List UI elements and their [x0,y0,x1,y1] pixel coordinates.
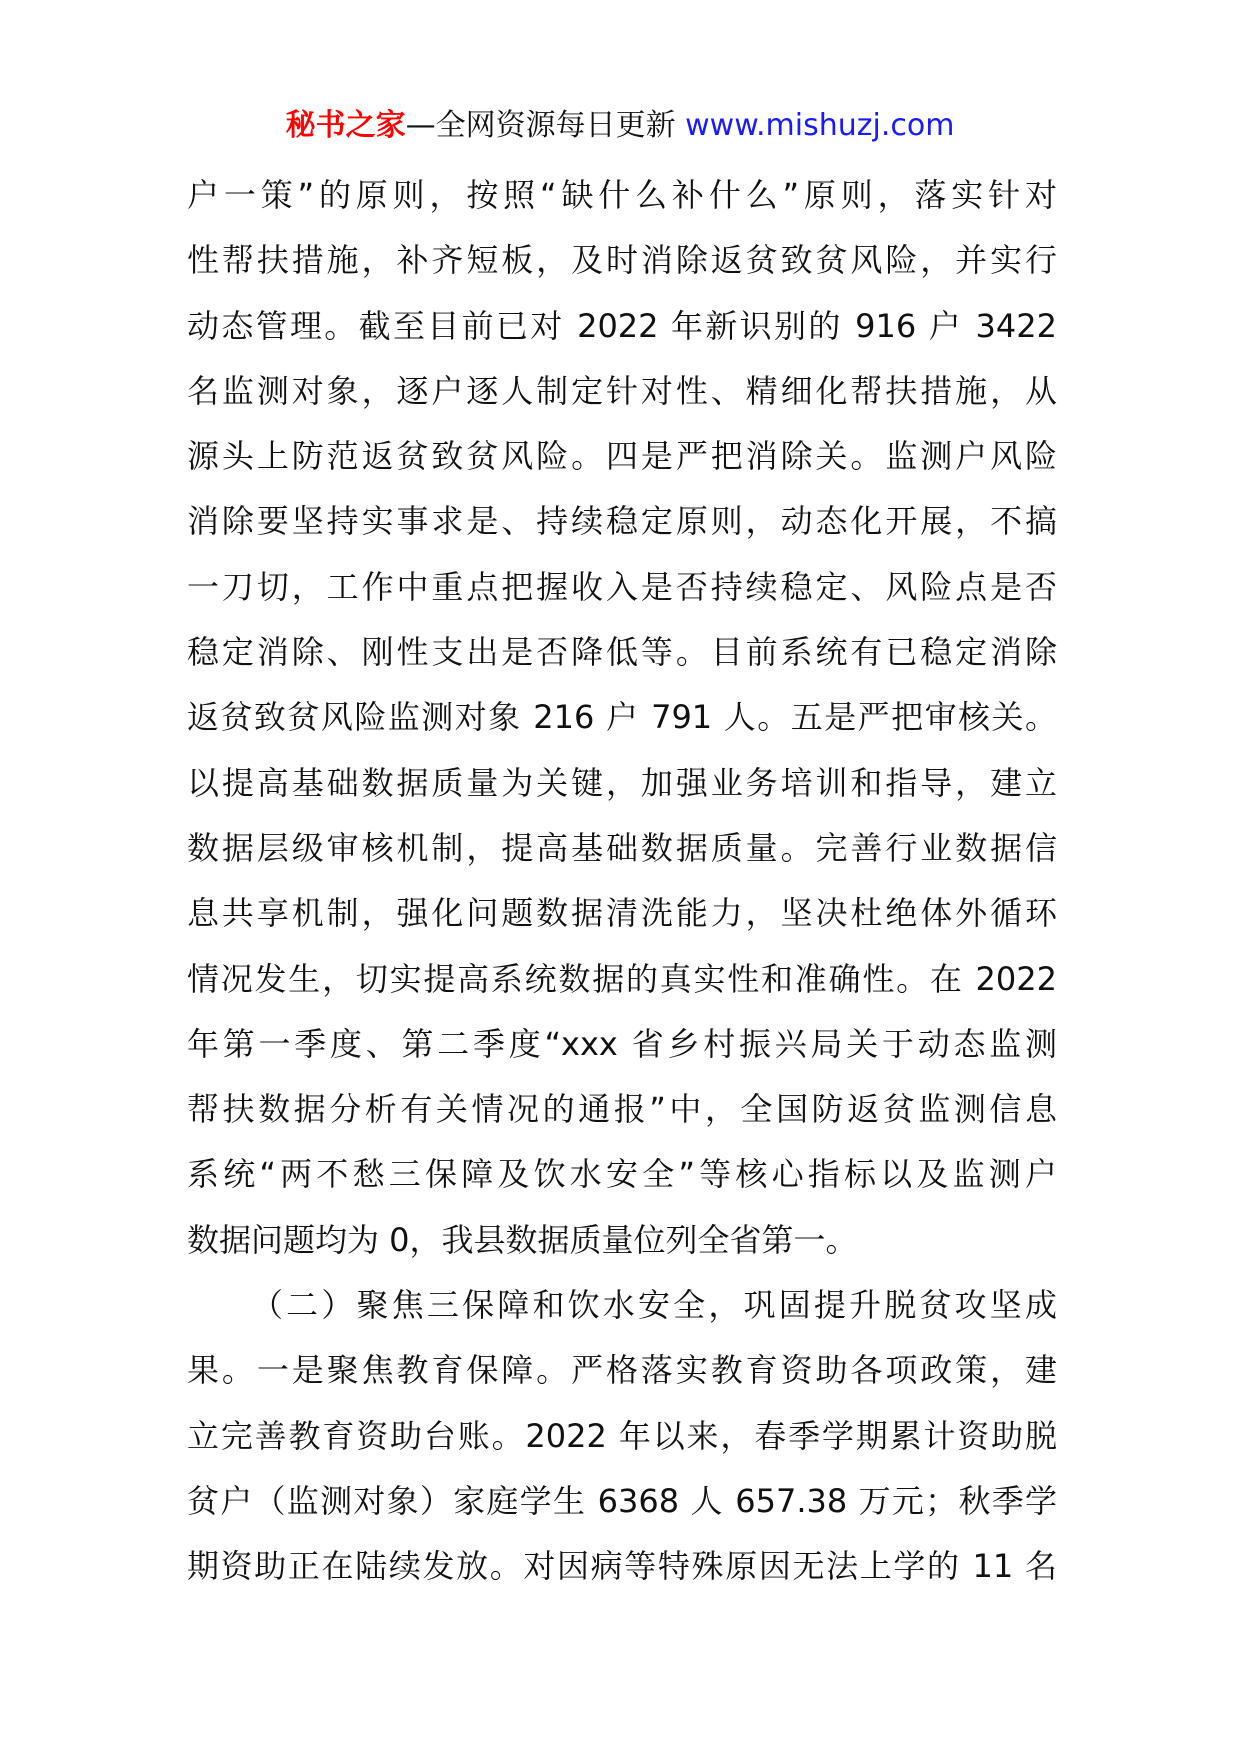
brand-name: 秘书之家 [285,108,406,143]
text-line: 返贫致贫风险监测对象 216 户 791 人。五是严把审核关。 [187,698,1057,737]
text-line: 性帮扶措施，补齐短板，及时消除返贫致贫风险，并实行 [187,241,1057,280]
paragraph-end-line: 数据问题均为 0，我县数据质量位列全省第一。 [187,1220,858,1259]
text-line: 息共享机制，强化问题数据清洗能力，坚决杜绝体外循环 [187,894,1057,933]
text-line: 年第一季度、第二季度“xxx 省乡村振兴局关于动态监测 [187,1024,1057,1063]
brand-slogan: —全网资源每日更新 [405,108,676,143]
text-line: 消除要坚持实事求是、持续稳定原则，动态化开展，不搞 [187,502,1057,541]
text-line: 贫户（监测对象）家庭学生 6368 人 657.38 万元；秋季学 [187,1481,1057,1520]
text-line: 以提高基础数据质量为关键，加强业务培训和指导，建立 [187,763,1057,802]
text-line: 名监测对象，逐户逐人制定针对性、精细化帮扶措施，从 [187,371,1057,410]
site-url[interactable]: www.mishuzj.com [685,108,955,143]
text-line: 源头上防范返贫致贫风险。四是严把消除关。监测户风险 [187,437,1057,476]
text-line: 帮扶数据分析有关情况的通报”中，全国防返贫监测信息 [187,1090,1057,1129]
document-body [187,163,1057,1600]
text-line: 系统“两不愁三保障及饮水安全”等核心指标以及监测户 [187,1155,1057,1194]
text-line: 稳定消除、刚性支出是否降低等。目前系统有已稳定消除 [187,633,1057,672]
text-line: 果。一是聚焦教育保障。严格落实教育资助各项政策，建 [187,1351,1057,1390]
text-line: 一刀切，工作中重点把握收入是否持续稳定、风险点是否 [187,567,1057,606]
text-line: 动态管理。截至目前已对 2022 年新识别的 916 户 3422 [187,306,1057,345]
section-heading-line: （二）聚焦三保障和饮水安全，巩固提升脱贫攻坚成 [251,1286,1057,1325]
text-line: 情况发生，切实提高系统数据的真实性和准确性。在 2022 [187,959,1057,998]
text-line: 户一策”的原则，按照“缺什么补什么”原则，落实针对 [187,176,1057,214]
text-line: 数据层级审核机制，提高基础数据质量。完善行业数据信 [187,828,1057,867]
site-header [0,100,1240,152]
text-line: 立完善教育资助台账。2022 年以来，春季学期累计资助脱 [187,1416,1057,1455]
text-line: 期资助正在陆续发放。对因病等特殊原因无法上学的 11 名 [187,1547,1057,1586]
